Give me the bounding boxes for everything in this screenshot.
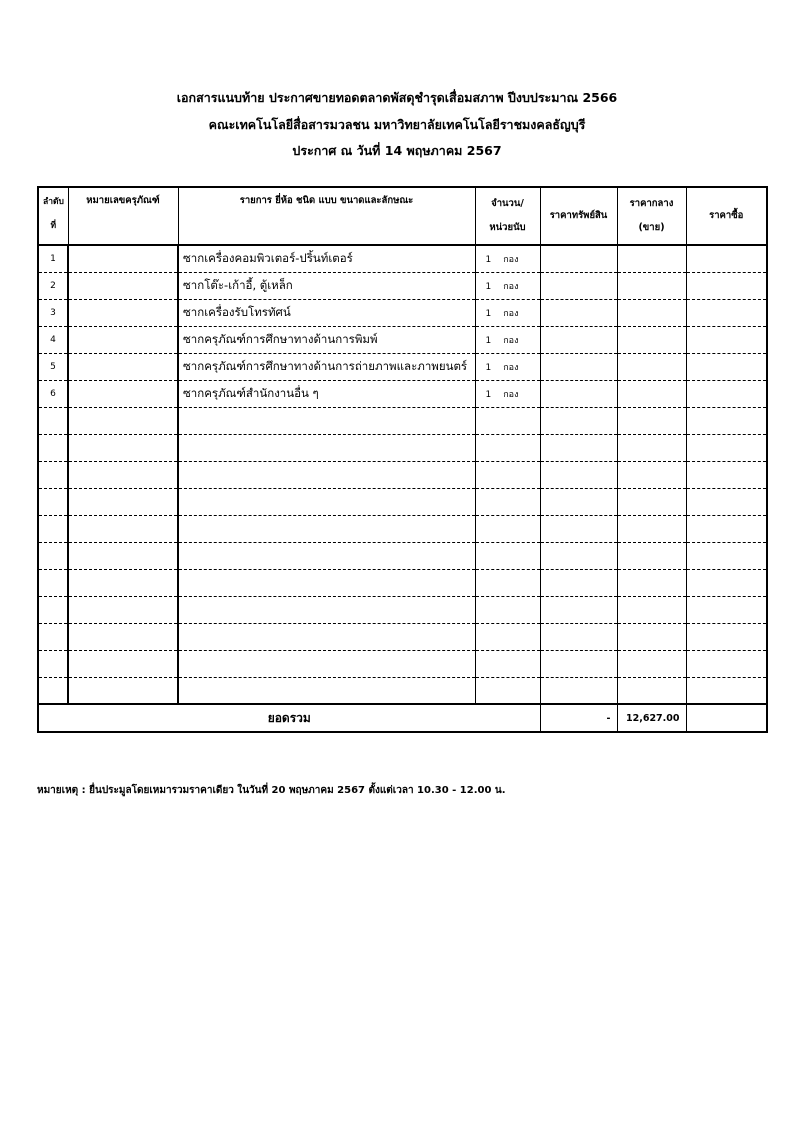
cell-qty: [475, 515, 540, 542]
empty-table-row: [38, 650, 767, 677]
unit-value: กอง: [503, 308, 519, 319]
cell-asset-price: [540, 677, 617, 704]
cell-description: ซากครุภัณฑ์การศึกษาทางด้านการพิมพ์: [178, 326, 475, 353]
cell-asset-price: [540, 434, 617, 461]
cell-description: [178, 623, 475, 650]
cell-description: ซากเครื่องคอมพิวเตอร์-ปริ้นท์เตอร์: [178, 245, 475, 272]
cell-description: ซากเครื่องรับโทรทัศน์: [178, 299, 475, 326]
cell-no: 5: [38, 353, 68, 380]
announcement-date: ประกาศ ณ วันที่ 14 พฤษภาคม 2567: [292, 143, 502, 158]
cell-no: [38, 596, 68, 623]
cell-qty: [475, 407, 540, 434]
cell-qty: [475, 569, 540, 596]
cell-no: 3: [38, 299, 68, 326]
cell-qty: [475, 677, 540, 704]
cell-buy-price: [686, 461, 767, 488]
cell-mid-price: [617, 353, 686, 380]
cell-mid-price: [617, 245, 686, 272]
cell-asset-no: [68, 299, 178, 326]
cell-no: [38, 623, 68, 650]
cell-qty: [475, 461, 540, 488]
cell-mid-price: [617, 461, 686, 488]
cell-asset-no: [68, 407, 178, 434]
cell-asset-no: [68, 245, 178, 272]
cell-mid-price: [617, 299, 686, 326]
cell-buy-price: [686, 488, 767, 515]
table-row: [38, 272, 767, 299]
cell-description: [178, 650, 475, 677]
cell-asset-no: [68, 488, 178, 515]
cell-mid-price: [617, 596, 686, 623]
table-header: [38, 187, 767, 245]
cell-no: [38, 515, 68, 542]
items-table: [37, 186, 768, 733]
cell-no: 1: [38, 245, 68, 272]
cell-buy-price: [686, 596, 767, 623]
cell-description: [178, 569, 475, 596]
empty-table-row: [38, 434, 767, 461]
unit-value: กอง: [503, 281, 519, 292]
cell-asset-price: [540, 380, 617, 407]
col-header-asset-price: ราคาทรัพย์สิน: [540, 187, 617, 245]
empty-table-row: [38, 488, 767, 515]
cell-buy-price: [686, 677, 767, 704]
cell-qty: [475, 488, 540, 515]
cell-no: [38, 461, 68, 488]
qty-value: 1: [485, 362, 492, 373]
cell-description: [178, 461, 475, 488]
cell-mid-price: [617, 569, 686, 596]
cell-no: [38, 434, 68, 461]
cell-qty: [475, 353, 540, 380]
cell-description: [178, 596, 475, 623]
col-header-qty: จำนวน/ หน่วยนับ: [475, 187, 540, 245]
table-row: [38, 326, 767, 353]
cell-no: 2: [38, 272, 68, 299]
cell-asset-price: [540, 542, 617, 569]
empty-table-row: [38, 461, 767, 488]
cell-qty: [475, 299, 540, 326]
cell-asset-no: [68, 569, 178, 596]
cell-asset-price: [540, 569, 617, 596]
cell-buy-price: [686, 569, 767, 596]
cell-no: 4: [38, 326, 68, 353]
table-row: [38, 353, 767, 380]
cell-qty: [475, 434, 540, 461]
cell-mid-price: [617, 542, 686, 569]
col-header-buy-price: ราคาซื้อ: [686, 187, 767, 245]
cell-asset-price: [540, 326, 617, 353]
cell-asset-no: [68, 380, 178, 407]
empty-table-row: [38, 677, 767, 704]
qty-value: 1: [485, 281, 492, 292]
cell-description: [178, 515, 475, 542]
cell-asset-no: [68, 623, 178, 650]
cell-buy-price: [686, 299, 767, 326]
unit-value: กอง: [503, 389, 519, 400]
cell-asset-price: [540, 650, 617, 677]
cell-qty: [475, 596, 540, 623]
cell-description: [178, 488, 475, 515]
cell-buy-price: [686, 245, 767, 272]
total-mid-price: 12,627.00: [617, 704, 686, 732]
cell-buy-price: [686, 542, 767, 569]
cell-qty: [475, 650, 540, 677]
cell-buy-price: [686, 650, 767, 677]
cell-buy-price: [686, 434, 767, 461]
cell-asset-no: [68, 515, 178, 542]
cell-description: ซากครุภัณฑ์การศึกษาทางด้านการถ่ายภาพและภาพยนตร์: [178, 353, 475, 380]
cell-asset-price: [540, 623, 617, 650]
cell-no: [38, 407, 68, 434]
total-label: ยอดรวม: [38, 704, 540, 732]
cell-qty: [475, 542, 540, 569]
unit-value: กอง: [503, 254, 519, 265]
cell-mid-price: [617, 677, 686, 704]
table-row: [38, 380, 767, 407]
cell-asset-no: [68, 353, 178, 380]
table-row: [38, 299, 767, 326]
qty-value: 1: [485, 308, 492, 319]
empty-table-row: [38, 407, 767, 434]
cell-qty: [475, 245, 540, 272]
cell-asset-price: [540, 272, 617, 299]
remark-note: หมายเหตุ : ยื่นประมูลโดยเหมารวมราคาเดียว ในวันที่ 20 พฤษภาคม 2567 ตั้งแต่เวลา 10.30 - 12.00 น.: [37, 785, 506, 796]
document-title: เอกสารแนบท้าย ประกาศขายทอดตลาดพัสดุชำรุดเสื่อมสภาพ ปีงบประมาณ 2566: [176, 90, 618, 105]
qty-value: 1: [485, 335, 492, 346]
cell-mid-price: [617, 488, 686, 515]
cell-no: [38, 677, 68, 704]
faculty-name: คณะเทคโนโลยีสื่อสารมวลชน มหาวิทยาลัยเทคโนโลยีราชมงคลธัญบุรี: [208, 117, 586, 132]
col-header-asset-no: หมายเลขครุภัณฑ์: [68, 187, 178, 245]
cell-no: [38, 488, 68, 515]
cell-mid-price: [617, 650, 686, 677]
cell-no: [38, 569, 68, 596]
table-row: [38, 245, 767, 272]
cell-buy-price: [686, 326, 767, 353]
cell-description: [178, 542, 475, 569]
cell-asset-price: [540, 488, 617, 515]
cell-asset-price: [540, 461, 617, 488]
total-asset-price: -: [540, 704, 617, 732]
cell-mid-price: [617, 407, 686, 434]
total-row: [38, 704, 767, 732]
cell-description: [178, 434, 475, 461]
cell-description: [178, 677, 475, 704]
cell-no: [38, 650, 68, 677]
empty-table-row: [38, 515, 767, 542]
cell-mid-price: [617, 326, 686, 353]
cell-buy-price: [686, 380, 767, 407]
qty-value: 1: [485, 389, 492, 400]
cell-buy-price: [686, 353, 767, 380]
cell-buy-price: [686, 623, 767, 650]
col-header-mid-price: ราคากลาง (ขาย): [617, 187, 686, 245]
cell-buy-price: [686, 515, 767, 542]
cell-qty: [475, 380, 540, 407]
cell-buy-price: [686, 272, 767, 299]
cell-no: 6: [38, 380, 68, 407]
cell-qty: [475, 623, 540, 650]
cell-buy-price: [686, 407, 767, 434]
unit-value: กอง: [503, 335, 519, 346]
cell-description: ซากโต๊ะ-เก้าอี้, ตู้เหล็ก: [178, 272, 475, 299]
cell-asset-no: [68, 461, 178, 488]
cell-mid-price: [617, 434, 686, 461]
empty-table-row: [38, 542, 767, 569]
cell-no: [38, 542, 68, 569]
cell-asset-price: [540, 407, 617, 434]
cell-mid-price: [617, 515, 686, 542]
cell-mid-price: [617, 272, 686, 299]
cell-asset-price: [540, 596, 617, 623]
unit-value: กอง: [503, 362, 519, 373]
cell-qty: [475, 326, 540, 353]
cell-asset-price: [540, 515, 617, 542]
cell-asset-price: [540, 299, 617, 326]
cell-qty: [475, 272, 540, 299]
cell-mid-price: [617, 380, 686, 407]
cell-asset-no: [68, 272, 178, 299]
cell-mid-price: [617, 623, 686, 650]
cell-asset-no: [68, 326, 178, 353]
cell-description: ซากครุภัณฑ์สำนักงานอื่น ๆ: [178, 380, 475, 407]
cell-description: [178, 407, 475, 434]
total-buy-price: [686, 704, 767, 732]
col-header-description: รายการ ยี่ห้อ ชนิด แบบ ขนาดและลักษณะ: [178, 187, 475, 245]
cell-asset-no: [68, 434, 178, 461]
cell-asset-no: [68, 677, 178, 704]
empty-table-row: [38, 623, 767, 650]
cell-asset-no: [68, 650, 178, 677]
empty-table-row: [38, 596, 767, 623]
cell-asset-no: [68, 542, 178, 569]
cell-asset-no: [68, 596, 178, 623]
col-header-no: ลำดับ ที่: [38, 187, 68, 245]
cell-asset-price: [540, 353, 617, 380]
cell-asset-price: [540, 245, 617, 272]
empty-table-row: [38, 569, 767, 596]
qty-value: 1: [485, 254, 492, 265]
